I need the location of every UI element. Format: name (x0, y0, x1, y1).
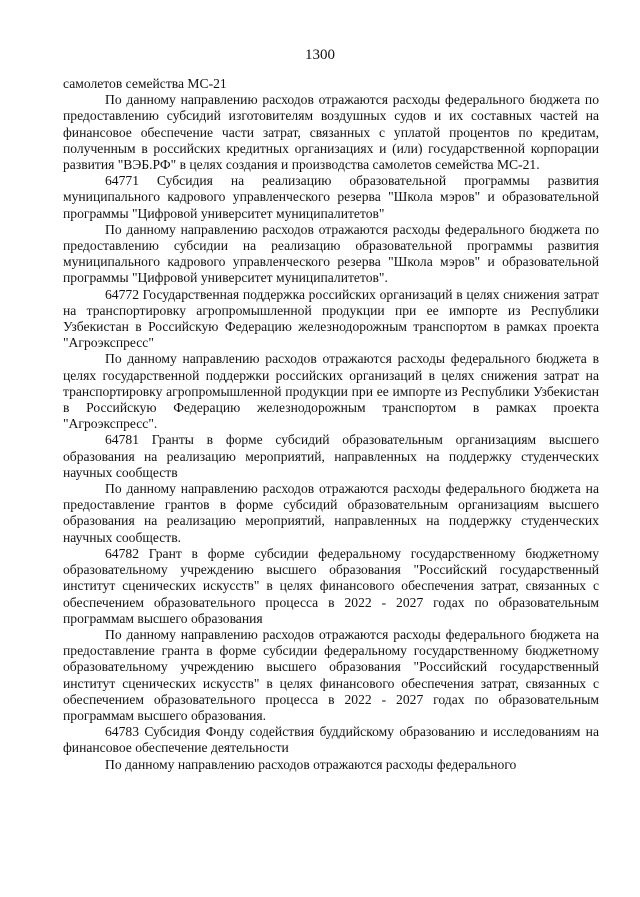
section-heading-64783: 64783 Субсидия Фонду содействия буддийскому образованию и исследованиям на финансовое обеспечение деятельности (63, 724, 599, 756)
section-heading-64782: 64782 Грант в форме субсидии федеральному государственному бюджетному образовательному учреждению высшего образования "Российский государственный институт сценических искусств" в целях финансового обеспечения затрат, связанных с обеспечением образовательного процесса в 2022 - 2027 годах по образовательным программам высшего образования (63, 545, 599, 626)
paragraph: По данному направлению расходов отражаются расходы федерального бюджета по предоставлению субсидий изготовителям воздушных судов и их составных частей на финансовое обеспечение части затрат, связанных с уплатой процентов по кредитам, полученным в российских кредитных организациях и (или) государственной корпорации развития "ВЭБ.РФ" в целях создания и производства самолетов семейства МС-21. (63, 92, 599, 173)
section-heading-64771: 64771 Субсидия на реализацию образовательной программы развития муниципального кадрового управленческого резерва "Школа мэров" и образовательной программы "Цифровой университет муниципалитетов" (63, 173, 599, 221)
paragraph: По данному направлению расходов отражаются расходы федерального бюджета на предоставление гранта в форме субсидии федеральному государственному бюджетному образовательному учреждению высшего образования "Российский государственный институт сценических искусств" в целях финансового обеспечения затрат, связанных с обеспечением образовательного процесса в 2022 - 2027 годах по образовательным программам высшего образования. (63, 626, 599, 723)
page-number: 1300 (305, 47, 335, 63)
paragraph: По данному направлению расходов отражаются расходы федерального бюджета в целях государственной поддержки российских организаций в целях снижения затрат на транспортировку агропромышленной продукции при ее импорте из Республики Узбекистан в Российскую Федерацию железнодорожным транспортом в рамках проекта "Агроэкспресс". (63, 351, 599, 432)
section-heading-64781: 64781 Гранты в форме субсидий образовательным организациям высшего образования на реализацию мероприятий, направленных на поддержку студенческих научных сообществ (63, 432, 599, 480)
document-body (63, 76, 599, 773)
paragraph-continuation: самолетов семейства МС-21 (63, 76, 227, 91)
paragraph: По данному направлению расходов отражаются расходы федерального (105, 756, 517, 772)
paragraph: По данному направлению расходов отражаются расходы федерального бюджета по предоставлению субсидии на реализацию образовательной программы развития муниципального кадрового управленческого резерва "Школа мэров" и образовательной программы "Цифровой университет муниципалитетов". (63, 221, 599, 286)
paragraph: По данному направлению расходов отражаются расходы федерального бюджета на предоставление грантов в форме субсидий образовательным организациям высшего образования на реализацию мероприятий, направленных на поддержку студенческих научных сообществ. (63, 481, 599, 545)
section-heading-64772: 64772 Государственная поддержка российских организаций в целях снижения затрат на транспортировку агропромышленной продукции при ее импорте из Республики Узбекистан в Российскую Федерацию железнодорожным транспортом в рамках проекта "Агроэкспресс" (63, 286, 599, 351)
